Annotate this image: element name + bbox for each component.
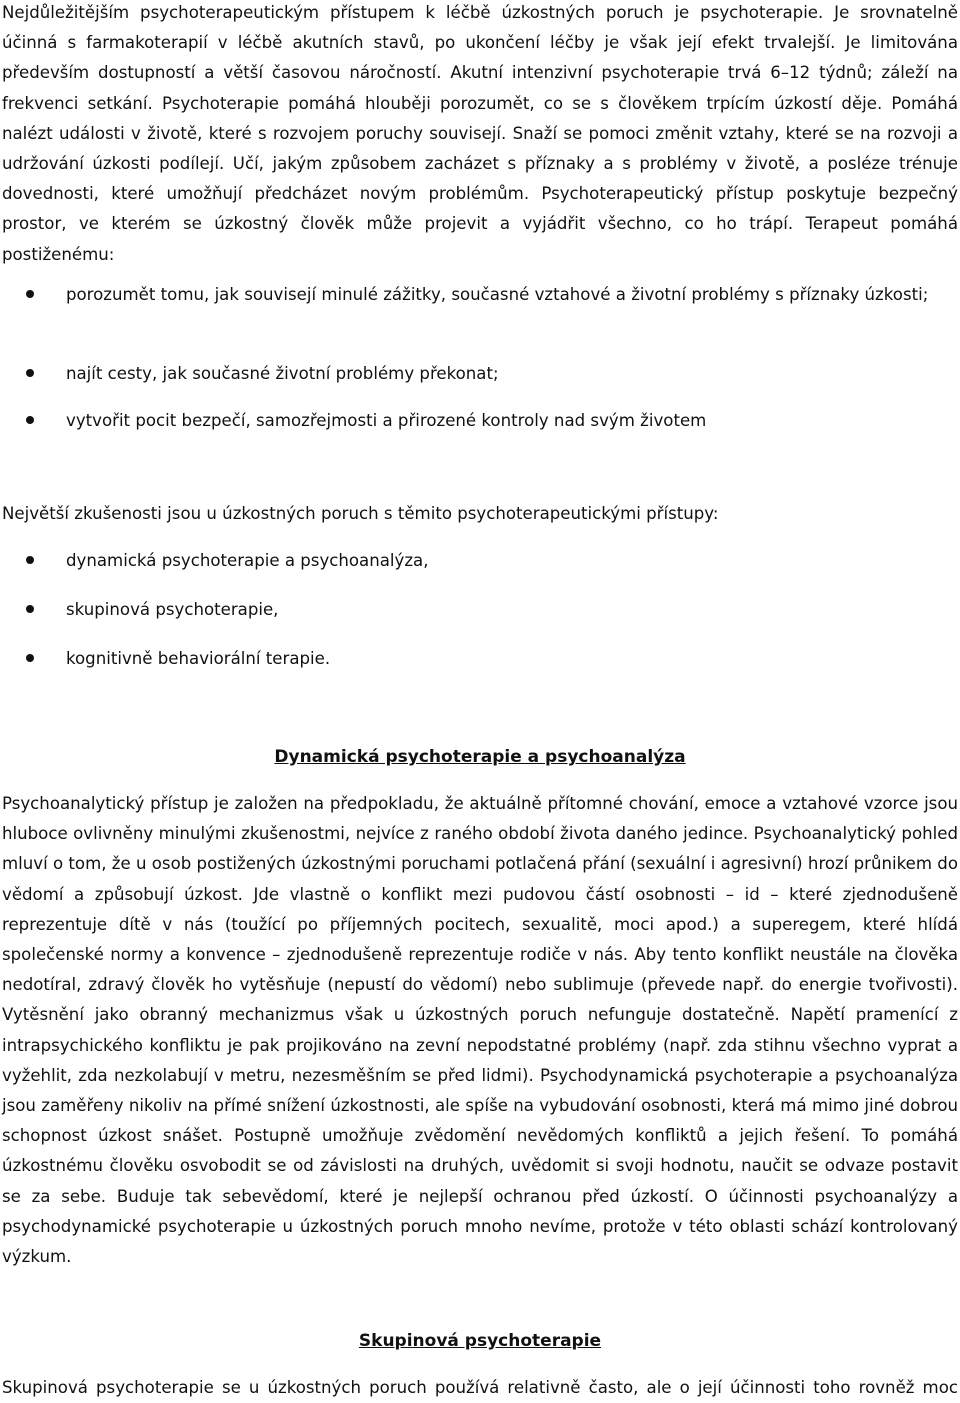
bullet-icon bbox=[26, 416, 34, 424]
bullet-icon bbox=[26, 605, 34, 613]
approach-bullet-item bbox=[2, 644, 958, 674]
bullet-icon bbox=[26, 290, 34, 298]
bullet-icon bbox=[26, 654, 34, 662]
dynamic-paragraph: Psychoanalytický přístup je založen na předpokladu, že aktuálně přítomné chování, emoce a vztahové vzorce jsou hluboce ovlivněny minulými zkušenostmi, nejvíce z raného období života daného jedince. Psychoanalytický pohled mluví o tom, že u osob postižených úzkostnými poruchami potlačená přání (sexuální i agresivní) hrozí průnikem do vědomí a způsobují úzkost. Jde vlastně o konflikt mezi pudovou částí osobnosti – id – které zjednodušeně reprezentuje dítě v nás (toužící po příjemných pocitech, sexualitě, moci apod.) a superegem, které hlídá společenské normy a konvence – zjednodušeně reprezentuje rodiče v nás. Aby tento konflikt neustále na člověka nedotíral, zdravý člověk ho vytěsňuje (nepustí do vědomí) nebo sublimuje (převede např. do energie tvořivosti). Vytěsnění jako obranný mechanizmus však u úzkostných poruch nefunguje dostatečně. Napětí pramenící z intrapsychického konfliktu je pak projikováno na zevní nepodstatné problémy (např. zda stihnu všechno vyprat a vyžehlit, zda nezkolabují v metru, nezesměšním se před lidmi). Psychodynamická psychoterapie a psychoanalýza jsou zaměřeny nikoliv na přímé snížení úzkostnosti, ale spíše na vybudování osobnosti, která má mimo jiné dobrou schopnost úzkost snášet. Postupně umožňuje zvědomění nevědomých konfliktů a jejich řešení. To pomáhá úzkostnému člověku osvobodit se od závislosti na druhých, uvědomit si svoji hodnotu, naučit se odvaze postavit se za sebe. Buduje tak sebevědomí, které je nejlepší ochranou před úzkostí. O účinnosti psychoanalýzy a psychodynamické psychoterapie u úzkostných poruch mnoho nevíme, protože v této oblasti schází kontrolovaný výzkum. bbox=[2, 794, 958, 1267]
bullet-text: najít cesty, jak současné životní problémy překonat; bbox=[66, 364, 499, 383]
intro-bullet-item bbox=[2, 280, 958, 310]
bullet-icon bbox=[26, 369, 34, 377]
approach-bullet-item bbox=[2, 595, 958, 625]
intro-bullet-item bbox=[2, 359, 958, 389]
bullet-text: skupinová psychoterapie, bbox=[66, 600, 279, 619]
section-heading-group: Skupinová psychoterapie bbox=[358, 1331, 602, 1351]
bullet-icon bbox=[26, 556, 34, 564]
intro-bullet-item bbox=[2, 406, 958, 436]
group-paragraph: Skupinová psychoterapie se u úzkostných poruch používá relativně často, ale o její účinnosti toho rovněž moc bbox=[2, 1378, 958, 1397]
approaches-lead: Největší zkušenosti jsou u úzkostných poruch s těmito psychoterapeutickými přístupy: bbox=[2, 504, 719, 523]
bullet-text: kognitivně behaviorální terapie. bbox=[66, 649, 331, 668]
approach-bullet-item bbox=[2, 546, 958, 576]
bullet-text: vytvořit pocit bezpečí, samozřejmosti a přirozené kontroly nad svým životem bbox=[66, 411, 707, 430]
section-heading-dynamic: Dynamická psychoterapie a psychoanalýza bbox=[274, 747, 686, 767]
bullet-text: porozumět tomu, jak souvisejí minulé zážitky, současné vztahové a životní problémy s příznaky úzkosti; bbox=[66, 285, 929, 304]
bullet-text: dynamická psychoterapie a psychoanalýza, bbox=[66, 551, 429, 570]
intro-paragraph: Nejdůležitějším psychoterapeutickým přístupem k léčbě úzkostných poruch je psychoterapie. Je srovnatelně účinná s farmakoterapií v léčbě akutních stavů, po ukončení léčby je však její efekt trvalejší. Je limitována především dostupností a větší časovou náročností. Akutní intenzivní psychoterapie trvá 6–12 týdnů; záleží na frekvenci setkání. Psychoterapie pomáhá hlouběji porozumět, co se s člověkem trpícím úzkostí děje. Pomáhá nalézt události v životě, které s rozvojem poruchy souvisejí. Snaží se pomoci změnit vztahy, které se na rozvoji a udržování úzkosti podílejí. Učí, jakým způsobem zacházet s příznaky a s problémy v životě, a posléze trénuje dovednosti, které umožňují předcházet novým problémům. Psychoterapeutický přístup poskytuje bezpečný prostor, ve kterém se úzkostný člověk může projevit a vyjádřit všechno, co ho trápí. Terapeut pomáhá postiženému: bbox=[2, 3, 958, 264]
